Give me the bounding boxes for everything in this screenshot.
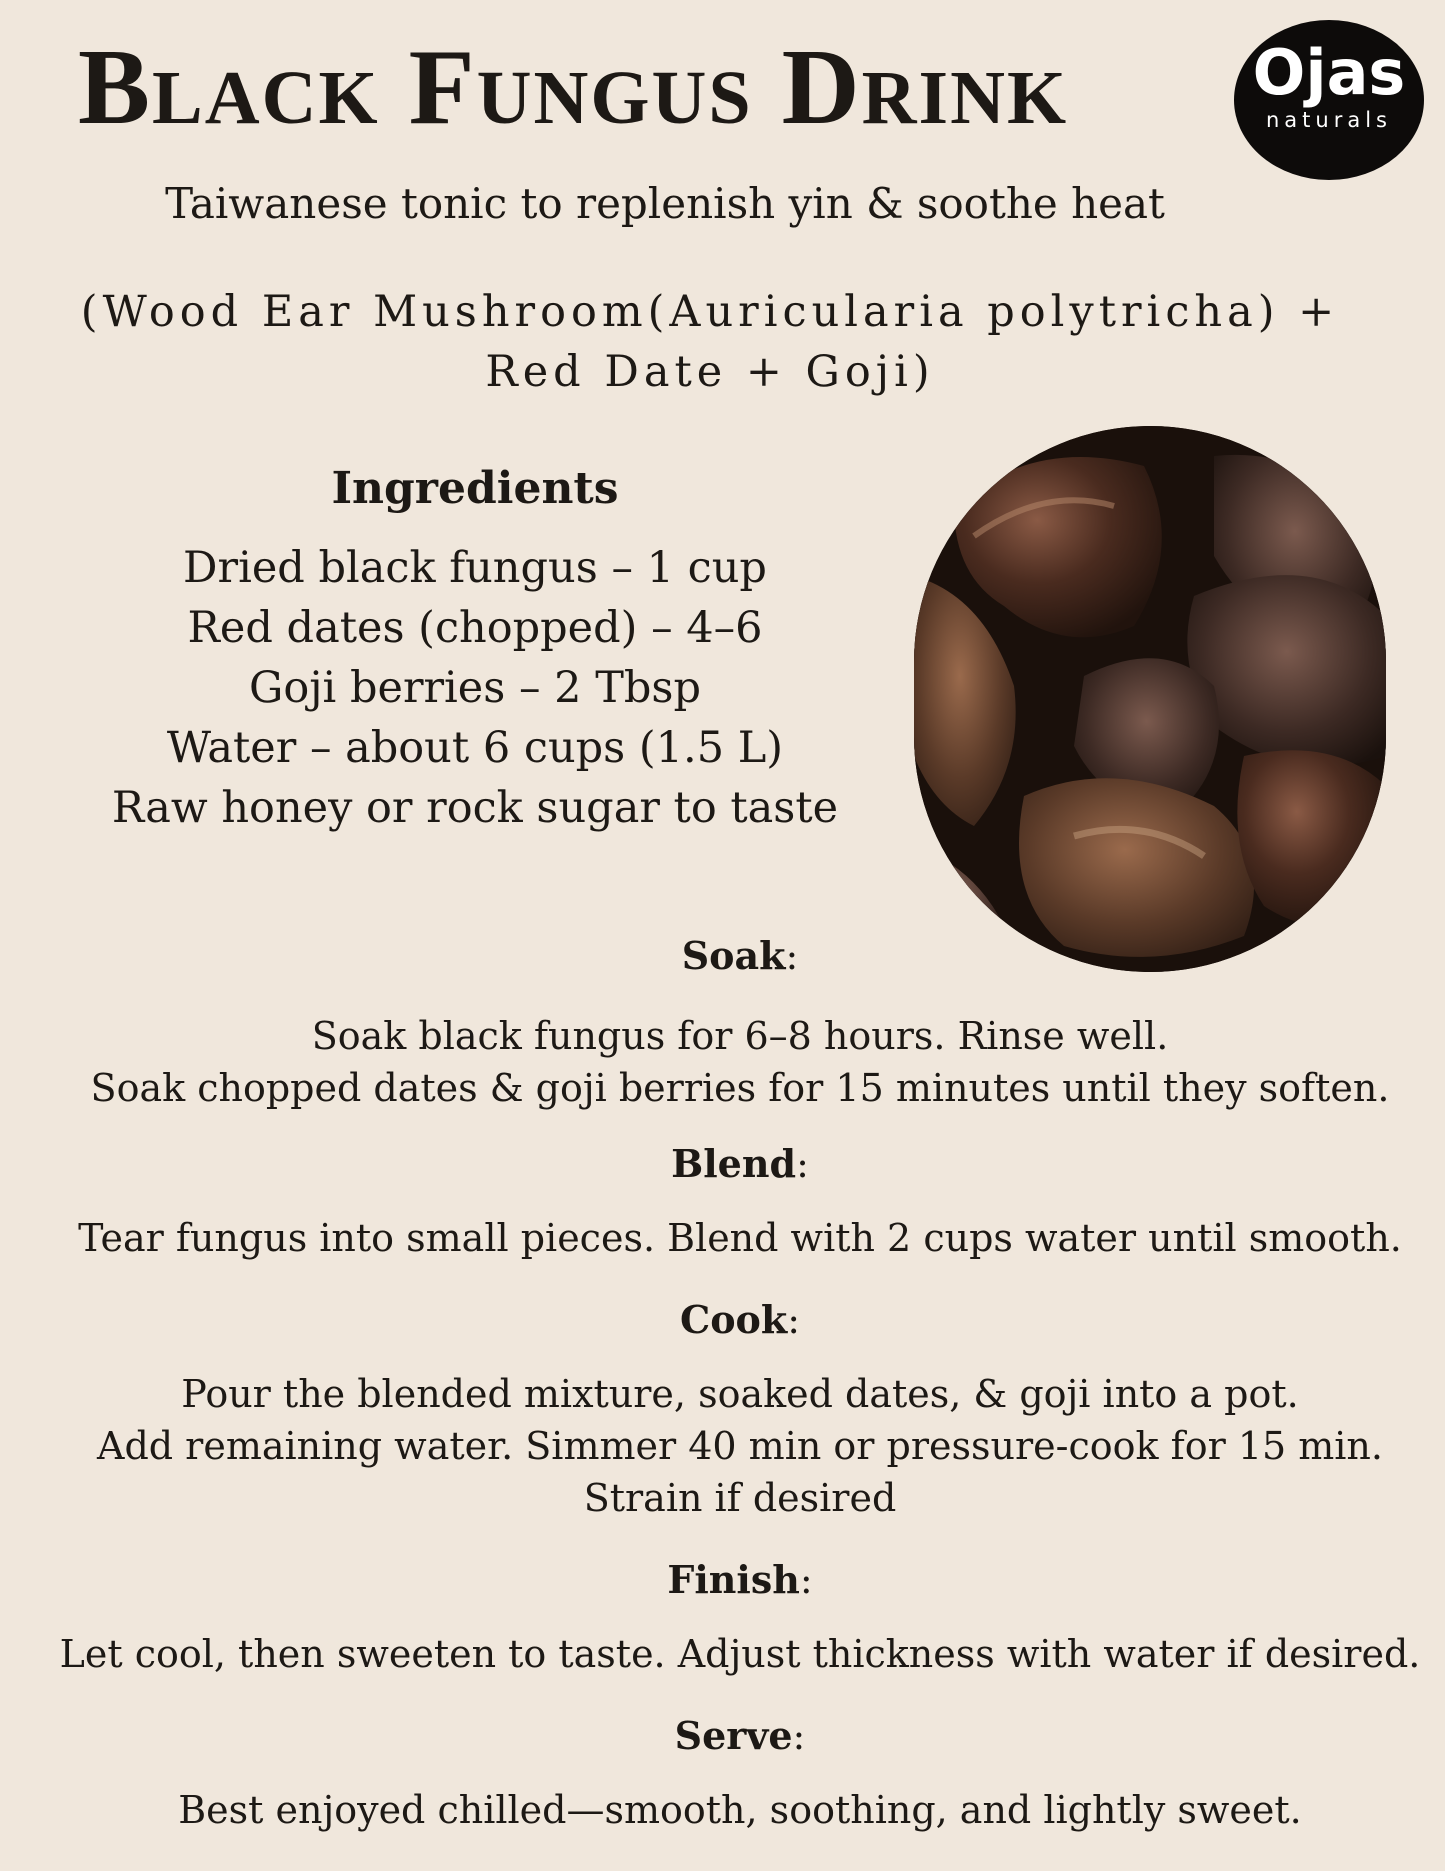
step-text: Let cool, then sweeten to taste. Adjust thickness with water if desired. xyxy=(59,1632,1421,1676)
step-soak xyxy=(40,932,1440,1114)
ingredient-item: Goji berries – 2 Tbsp xyxy=(248,663,701,713)
step-blend xyxy=(40,1140,1440,1264)
step-text: Tear fungus into small pieces. Blend with 2 cups water until smooth. xyxy=(78,1216,1402,1260)
ingredients-list xyxy=(95,538,855,838)
ingredient-item: Dried black fungus – 1 cup xyxy=(183,543,767,593)
logo-brand-text: Ojas xyxy=(1252,36,1406,109)
step-heading-label: Serve xyxy=(674,1713,793,1758)
step-heading: Serve: xyxy=(674,1713,806,1758)
step-heading: Blend: xyxy=(671,1141,809,1186)
step-heading-label: Cook xyxy=(679,1297,788,1342)
step-serve xyxy=(40,1712,1440,1836)
step-text: Strain if desired xyxy=(583,1476,897,1520)
subtitle xyxy=(50,282,1370,402)
step-heading: Cook: xyxy=(679,1297,801,1342)
step-text: Soak chopped dates & goji berries for 15 minutes until they soften. xyxy=(90,1066,1390,1110)
ingredient-item: Raw honey or rock sugar to taste xyxy=(111,783,839,833)
step-cook xyxy=(40,1296,1440,1524)
ingredient-item: Red dates (chopped) – 4–6 xyxy=(187,603,763,653)
page-title: Black Fungus Drink xyxy=(78,28,1069,147)
fungus-illustration xyxy=(914,426,1386,972)
logo-sub-text: naturals xyxy=(1266,108,1392,132)
ingredients-heading: Ingredients xyxy=(331,463,619,514)
step-text: Best enjoyed chilled—smooth, soothing, and lightly sweet. xyxy=(178,1788,1302,1832)
step-finish xyxy=(40,1556,1440,1680)
step-heading-label: Soak xyxy=(681,933,786,978)
step-heading-label: Finish xyxy=(667,1557,800,1602)
step-text: Soak black fungus for 6–8 hours. Rinse well. xyxy=(311,1014,1169,1058)
step-heading-label: Blend xyxy=(671,1141,797,1186)
step-text: Pour the blended mixture, soaked dates, & goji into a pot. xyxy=(181,1372,1299,1416)
brand-logo xyxy=(1234,20,1424,180)
subtitle-line-2: Red Date + Goji) xyxy=(485,347,935,397)
ingredient-item: Water – about 6 cups (1.5 L) xyxy=(166,723,784,773)
tagline: Taiwanese tonic to replenish yin & soothe heat xyxy=(165,179,1165,228)
subtitle-line-1: (Wood Ear Mushroom(Auricularia polytricha) + xyxy=(80,287,1340,337)
step-heading: Soak: xyxy=(681,933,799,978)
black-fungus-photo xyxy=(914,426,1386,972)
step-text: Add remaining water. Simmer 40 min or pressure-cook for 15 min. xyxy=(97,1424,1383,1468)
step-heading: Finish: xyxy=(667,1557,813,1602)
